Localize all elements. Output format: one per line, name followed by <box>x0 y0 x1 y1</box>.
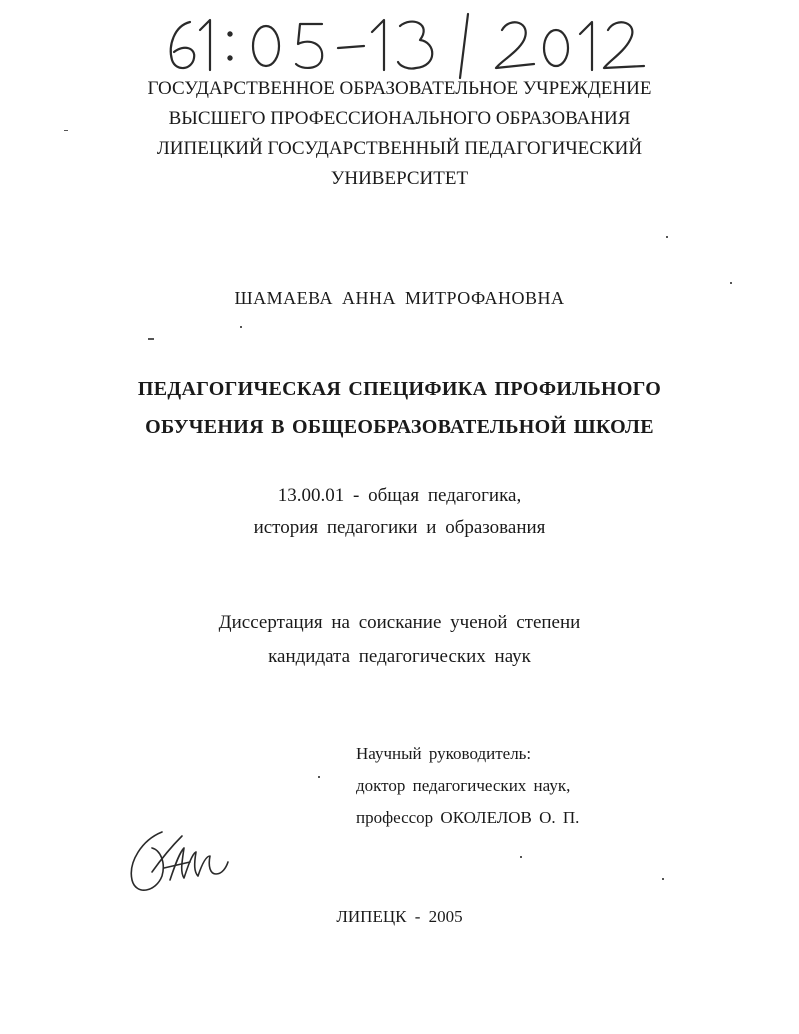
degree-line-1: Диссертация на соискание ученой степени <box>218 612 581 633</box>
header-line-1: ГОСУДАРСТВЕННОЕ ОБРАЗОВАТЕЛЬНОЕ УЧРЕЖДЕНИЕ <box>147 78 652 99</box>
supervisor-info <box>356 738 756 834</box>
author-name: ШАМАЕВА АННА МИТРОФАНОВНА <box>234 288 565 308</box>
scan-speck <box>520 856 522 858</box>
specialty-line-2: история педагогики и образования <box>253 517 546 538</box>
institution-header <box>0 74 799 194</box>
title-line-1: ПЕДАГОГИЧЕСКАЯ СПЕЦИФИКА ПРОФИЛЬНОГО <box>137 378 662 400</box>
scan-speck <box>148 338 154 340</box>
scan-speck <box>730 282 732 284</box>
author-signature <box>122 822 232 902</box>
supervisor-line-2: доктор педагогических наук, <box>356 776 571 795</box>
scan-speck <box>666 236 668 238</box>
city-and-year: ЛИПЕЦК - 2005 <box>336 907 463 926</box>
scan-speck <box>240 326 242 328</box>
degree-line-2: кандидата педагогических наук <box>268 646 531 667</box>
specialty-line-1: 13.00.01 - общая педагогика, <box>277 485 522 506</box>
scan-speck <box>662 878 664 880</box>
specialty-code <box>0 480 799 544</box>
header-line-4: УНИВЕРСИТЕТ <box>330 168 469 189</box>
scan-speck <box>318 776 320 778</box>
header-line-3: ЛИПЕЦКИЙ ГОСУДАРСТВЕННЫЙ ПЕДАГОГИЧЕСКИЙ <box>156 138 643 159</box>
degree-statement <box>0 606 799 674</box>
supervisor-line-1: Научный руководитель: <box>356 744 532 763</box>
header-line-2: ВЫСШЕГО ПРОФЕССИОНАЛЬНОГО ОБРАЗОВАНИЯ <box>168 108 631 129</box>
dissertation-title <box>0 370 799 446</box>
scan-speck <box>64 130 68 131</box>
title-line-2: ОБУЧЕНИЯ В ОБЩЕОБРАЗОВАТЕЛЬНОЙ ШКОЛЕ <box>145 416 654 438</box>
supervisor-line-3: профессор ОКОЛЕЛОВ О. П. <box>356 808 580 827</box>
handwritten-archive-code <box>150 8 670 80</box>
